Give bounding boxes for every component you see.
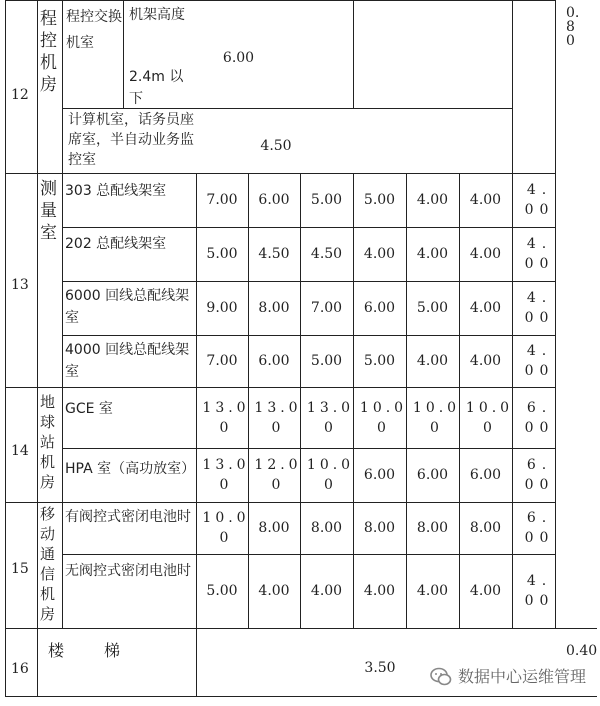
cell-value: 8.00 <box>258 520 290 536</box>
row-number: 12 <box>11 87 29 103</box>
cell-value: 7.00 <box>206 192 238 208</box>
last-column-value: 4.00 <box>524 343 555 379</box>
last-column-value: 4.00 <box>524 290 555 326</box>
sub-item-label: 2.4m 以下 <box>129 69 184 107</box>
wechat-bubble-icon <box>430 666 452 688</box>
table-rule <box>512 0 513 629</box>
sub-item-label: 6000 回线总配线架室 <box>65 288 190 326</box>
category-label: 移动通信机房 <box>40 505 56 623</box>
table-rule <box>5 628 597 629</box>
cell-value: 6.00 <box>258 192 290 208</box>
cell-value: 13.00 <box>254 399 302 436</box>
cell-value: 6.00 <box>363 300 396 316</box>
cell-value: 8.00 <box>258 300 290 316</box>
cell-value: 12.00 <box>254 457 302 493</box>
cell-value: 4.50 <box>310 246 343 262</box>
table-rule <box>196 173 197 629</box>
last-column-value: 4.00 <box>524 573 555 609</box>
table-rule <box>62 0 63 629</box>
table-rule <box>353 0 354 109</box>
cell-value: 10.00 <box>465 399 514 436</box>
cell-value: 4.00 <box>258 583 290 599</box>
cell-value: 4.00 <box>416 192 449 208</box>
sub-item-label: 有阀控式密闭电池时 <box>65 509 191 525</box>
last-column-value: 6.00 <box>524 457 555 493</box>
sub-item-label: 202 总配线架室 <box>65 236 167 252</box>
sub-item-label: 无阀控式密闭电池时 <box>65 563 191 579</box>
sub-item-label: HPA 室（高功放室） <box>65 461 196 477</box>
cell-value: 5.00 <box>363 192 396 208</box>
sub-item-label: 计算机室，话务员座席室，半自动业务监控室 <box>68 112 194 168</box>
last-column-value: 4.00 <box>524 182 555 218</box>
cell-value: 4.00 <box>469 353 502 369</box>
row-number: 14 <box>11 443 29 459</box>
cell-value: 13.00 <box>306 399 355 436</box>
cell-value: 4.00 <box>363 583 396 599</box>
last-column-value: 0.40 <box>566 643 598 659</box>
cell-value: 4.00 <box>416 353 449 369</box>
cell-value: 7.00 <box>310 300 343 316</box>
table-rule <box>5 696 597 697</box>
cell-value: 8.00 <box>310 520 343 536</box>
watermark-text: 数据中心运维管理 <box>458 667 587 686</box>
cell-value: 5.00 <box>416 300 449 316</box>
cell-value: 4.00 <box>469 300 502 316</box>
watermark <box>430 664 600 690</box>
cell-value: 8.00 <box>469 520 502 536</box>
cell-value: 10.00 <box>359 399 408 436</box>
sub-item-label: 303 总配线架室 <box>65 183 167 199</box>
sub-item-label: 机架高度 <box>129 7 185 23</box>
table-rule <box>196 628 197 697</box>
category-label: 地球站机房 <box>40 393 56 491</box>
cell-value: 4.50 <box>258 246 290 262</box>
row-number: 13 <box>11 277 29 293</box>
table-rule <box>37 0 38 697</box>
cell-value: 5.00 <box>206 583 238 599</box>
category-label: 程控机房 <box>40 9 57 95</box>
cell-value: 3.50 <box>364 660 396 676</box>
last-column-value: 0.80 <box>566 5 580 49</box>
cell-value: 4.00 <box>469 192 502 208</box>
table-rule <box>5 0 6 697</box>
cell-value: 10.00 <box>306 457 355 493</box>
cell-value: 4.00 <box>416 246 449 262</box>
cell-value: 6.00 <box>363 467 396 483</box>
cell-value: 4.00 <box>469 583 502 599</box>
cell-value: 4.00 <box>363 246 396 262</box>
cell-value: 8.00 <box>363 520 396 536</box>
cell-value: 6.00 <box>222 50 255 66</box>
cell-value: 6.00 <box>469 467 502 483</box>
sub-item-label: 4000 回线总配线架室 <box>65 342 190 380</box>
last-column-value: 6.00 <box>524 510 555 546</box>
last-column-value: 4.00 <box>524 236 555 272</box>
cell-value: 4.00 <box>469 246 502 262</box>
cell-value: 9.00 <box>206 300 238 316</box>
category-label: 梯 <box>104 641 121 660</box>
last-column-value: 6.00 <box>524 399 555 436</box>
cell-value: 4.50 <box>260 138 292 154</box>
cell-value: 13.00 <box>202 399 250 436</box>
cell-value: 6.00 <box>416 467 449 483</box>
category-label: 楼 <box>48 641 65 660</box>
cell-value: 6.00 <box>258 353 290 369</box>
cell-value: 8.00 <box>416 520 449 536</box>
cell-value: 5.00 <box>206 246 238 262</box>
cell-value: 7.00 <box>206 353 238 369</box>
cell-value: 4.00 <box>310 583 343 599</box>
cell-value: 13.00 <box>202 457 250 493</box>
cell-value: 4.00 <box>416 583 449 599</box>
sub-item-label: GCE 室 <box>65 401 113 417</box>
row-number: 15 <box>11 561 29 577</box>
cell-value: 10.00 <box>202 510 250 546</box>
cell-value: 5.00 <box>310 353 343 369</box>
category-label: 测量室 <box>40 179 57 243</box>
cell-value: 5.00 <box>310 192 343 208</box>
table-rule <box>5 0 555 1</box>
sub-item-label: 程控交换机室 <box>66 9 122 51</box>
cell-value: 10.00 <box>412 399 461 436</box>
row-number: 16 <box>11 661 29 677</box>
cell-value: 5.00 <box>363 353 396 369</box>
